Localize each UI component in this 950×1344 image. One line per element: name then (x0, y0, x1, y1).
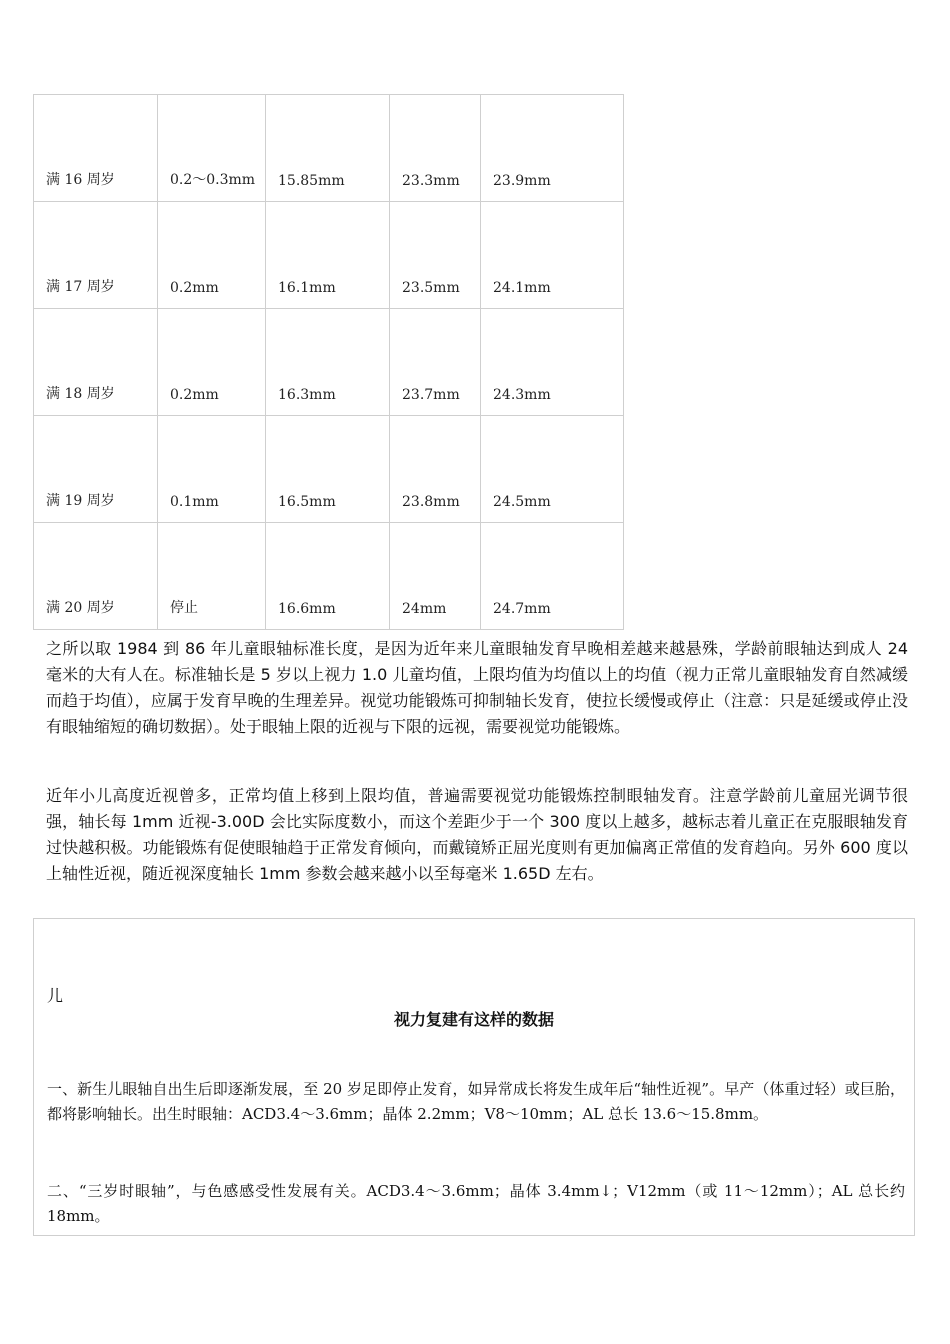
myopia-paragraph: 近年小儿高度近视曾多，正常均值上移到上限均值，普遍需要视觉功能锻炼控制眼轴发育。注意学龄前儿童屈光调节很强，轴长每 1mm 近视-3.00D 会比实际度数小，而这个差距少于一个 300 度以上越多，越标志着儿童正在克服眼轴发育过快越积极。功能锻炼有促使眼轴趋于正常发育倾向，而戴镜矫正屈光度则有更加偏离正常值的发育趋向。另外 600 度以上轴性近视，随近视深度轴长 1mm 参数会越来越小以至每毫米 1.65D 左右。 (46, 786, 908, 883)
growth-rate-cell: 0.1mm (158, 416, 266, 523)
measure-cell: 15.85mm (266, 95, 390, 202)
table-row (34, 202, 624, 309)
table-row (34, 523, 624, 630)
age-three-data-paragraph: 二、“三岁时眼轴”，与色感感受性发展有关。ACD3.4～3.6mm；晶体 3.4mm↓；V12mm（或 11～12mm）；AL 总长约 18mm。 (47, 1182, 905, 1225)
table-row (34, 309, 624, 416)
axial-mean-cell: 23.7mm (390, 309, 481, 416)
growth-rate-cell: 0.2mm (158, 309, 266, 416)
axial-upper-cell: 24.1mm (481, 202, 624, 309)
measure-cell: 16.5mm (266, 416, 390, 523)
axial-mean-cell: 23.5mm (390, 202, 481, 309)
measure-cell: 16.3mm (266, 309, 390, 416)
vision-data-box (33, 918, 915, 1236)
measure-cell: 16.6mm (266, 523, 390, 630)
growth-rate-cell: 0.2mm (158, 202, 266, 309)
axial-length-table (33, 94, 624, 630)
axial-mean-cell: 23.3mm (390, 95, 481, 202)
box-heading-char: 儿 (47, 986, 64, 1005)
axial-upper-cell: 24.3mm (481, 309, 624, 416)
age-cell: 满 20 周岁 (34, 523, 158, 630)
axial-mean-cell: 24mm (390, 523, 481, 630)
growth-rate-cell: 0.2～0.3mm (158, 95, 266, 202)
table-row (34, 416, 624, 523)
age-cell: 满 19 周岁 (34, 416, 158, 523)
axial-upper-cell: 24.7mm (481, 523, 624, 630)
age-cell: 满 16 周岁 (34, 95, 158, 202)
growth-rate-cell: 停止 (158, 523, 266, 630)
axial-upper-cell: 24.5mm (481, 416, 624, 523)
age-cell: 满 17 周岁 (34, 202, 158, 309)
table-row (34, 95, 624, 202)
explanation-paragraph: 之所以取 1984 到 86 年儿童眼轴标准长度，是因为近年来儿童眼轴发育早晚相差越来越悬殊，学龄前眼轴达到成人 24 毫米的大有人在。标准轴长是 5 岁以上视力 1.0 儿童均值，上限均值为均值以上的均值（视力正常儿童眼轴发育自然减缓而趋于均值），应属于发育早晚的生理差异。视觉功能锻炼可抑制轴长发育，使拉长缓慢或停止（注意：只是延缓或停止没有眼轴缩短的确切数据）。处于眼轴上限的近视与下限的远视，需要视觉功能锻炼。 (46, 639, 908, 736)
axial-upper-cell: 23.9mm (481, 95, 624, 202)
axial-mean-cell: 23.8mm (390, 416, 481, 523)
measure-cell: 16.1mm (266, 202, 390, 309)
age-cell: 满 18 周岁 (34, 309, 158, 416)
box-title: 视力复建有这样的数据 (393, 1010, 554, 1029)
newborn-data-paragraph: 一、新生儿眼轴自出生后即逐渐发展，至 20 岁足即停止发育，如异常成长将发生成年后“轴性近视”。早产（体重过轻）或巨胎，都将影响轴长。出生时眼轴：ACD3.4～3.6mm；晶体 2.2mm；V8～10mm；AL 总长 13.6～15.8mm。 (47, 1080, 905, 1123)
